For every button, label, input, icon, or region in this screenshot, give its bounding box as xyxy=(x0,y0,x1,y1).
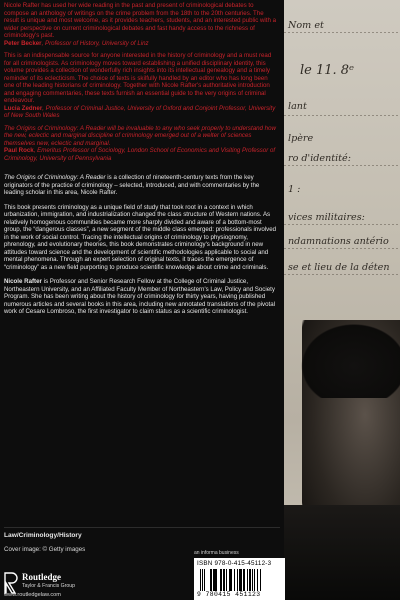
blurb-author: Paul Rock xyxy=(4,147,34,154)
barcode-number: 9 780415 451123 xyxy=(197,591,261,598)
blurb xyxy=(4,125,279,163)
blurb-text: This is an indispensable source for anyone interested in the history of criminology and a must read for all criminologists. As criminology moves toward establishing a unified disciplinary identity, this volume provides a collection of wonderfully rich insights into its intellectual genealogy and a timely reminder of its eclecticism. The choice of texts is skilfully handled by an editor who has long been one of the leading historians of criminology. Together with Nicole Rafter's authoritative introduction and engaging commentaries, these texts furnish an essential guide to the very origins of criminal endeavour. xyxy=(4,52,272,104)
photo-text: le 11. 8ᵉ xyxy=(300,63,355,78)
blurb-text: The Origins of Criminology: A Reader will be invaluable to any who seek properly to understand how the new, eclectic and marginal discipline of criminology emerged out of a welter of sciences themselves new, eclectic and marginal. xyxy=(4,124,276,147)
informa-tagline xyxy=(194,550,239,556)
author-bio-text: is Professor and Senior Research Fellow at the College of Criminal Justice, Northeastern University, and an Affiliated Faculty Member of Northeastern's Law, Policy and Society Program. She has been writing about the history of criminology for thirty years, having published numerous articles and several books in this area, including new annotated translations of the pivotal work of Cesare Lombroso, the first investigator to claim status as a scientific criminologist. xyxy=(4,278,276,315)
photo-text: lant xyxy=(288,101,307,112)
blurb-affiliation: , Professor of Criminal Justice, University of Oxford and Conjoint Professor, University of New South Wales xyxy=(4,104,276,119)
blurb-affiliation: , Professor of History, University of Linz xyxy=(41,39,149,47)
photo-text: Nom et xyxy=(288,20,324,31)
portrait-coat xyxy=(284,505,400,600)
cover-credit: Cover image: © Getty images xyxy=(4,546,86,553)
description-paragraph xyxy=(4,174,279,197)
photo-text: vices militaires: xyxy=(288,212,365,223)
blurb-affiliation: , Emeritus Professor of Sociology, London School of Economics and Visiting Professor of Criminology, University of Pennsylvania xyxy=(4,147,276,162)
photo-text: 1 : xyxy=(288,184,301,195)
blurb xyxy=(4,52,279,120)
divider xyxy=(4,527,280,528)
photo-text: se et lieu de la déten xyxy=(288,262,390,273)
photo-text: ro d'identité: xyxy=(288,153,351,164)
publisher-website: www.routledgelaw.com xyxy=(4,592,61,598)
publisher-name: Routledge xyxy=(22,572,61,582)
author-name: Nicole Rafter xyxy=(4,278,42,285)
description-paragraph xyxy=(4,204,279,272)
routledge-logo-icon xyxy=(4,572,18,594)
description-text: is a collection of nineteenth-century texts from the key originators of the practice of criminology – selected, introduced, and with commentaries by the leading scholar in this area, Nicole Rafter. xyxy=(4,174,260,196)
barcode-bars xyxy=(200,569,280,591)
author-bio xyxy=(4,278,279,316)
informa-text: an informa business xyxy=(194,550,239,556)
subject-category: Law/Criminology/History xyxy=(4,532,82,539)
isbn-label: ISBN 978-0-415-45112-3 xyxy=(197,560,272,567)
cover-photo xyxy=(284,0,400,600)
photo-text: ndamnations antério xyxy=(288,236,389,247)
publisher-group: Taylor & Francis Group xyxy=(22,583,76,589)
blurb-author: Lucia Zedner xyxy=(4,104,43,112)
description-text: This book presents criminology as a unique field of study that took root in a context in which urbanization, immigration, and industrialization changed the class structure of Western nations. As relatively homogenous communities became more sharply divided and aware of a bottom-most group, the “dangerous classes”, a new segment of the middle class emerged: professionals involved in the work of social control. Tracing the intellectual origins of criminology to physiognomy, phrenology, and evolutionary theories, this book demonstrates criminology's background in new attitudes toward science and the development of scientific methodologies applicable to social and mental phenomena. Through an expert selection of original texts, it traces the emergence of “criminology” as a new field purporting to produce scientific knowledge about crime and criminals. xyxy=(4,203,277,271)
blurb-text: Nicole Rafter has used her wide reading in the past and present of criminological debates to compose an anthology of writings on the crime problem from the 18th to the 20th centuries. The result is unique and most welcome, as it provides teachers, students, and an interested public with a wider perspective on current criminological debates and fast handy access to the richness of criminology's past. xyxy=(4,2,277,39)
blurb xyxy=(4,2,279,47)
book-title: The Origins of Criminology: A Reader xyxy=(4,174,106,181)
barcode xyxy=(194,558,285,600)
photo-text: lpère xyxy=(288,133,314,144)
portrait-hair xyxy=(294,318,400,398)
blurb-author: Peter Becker xyxy=(4,39,42,47)
